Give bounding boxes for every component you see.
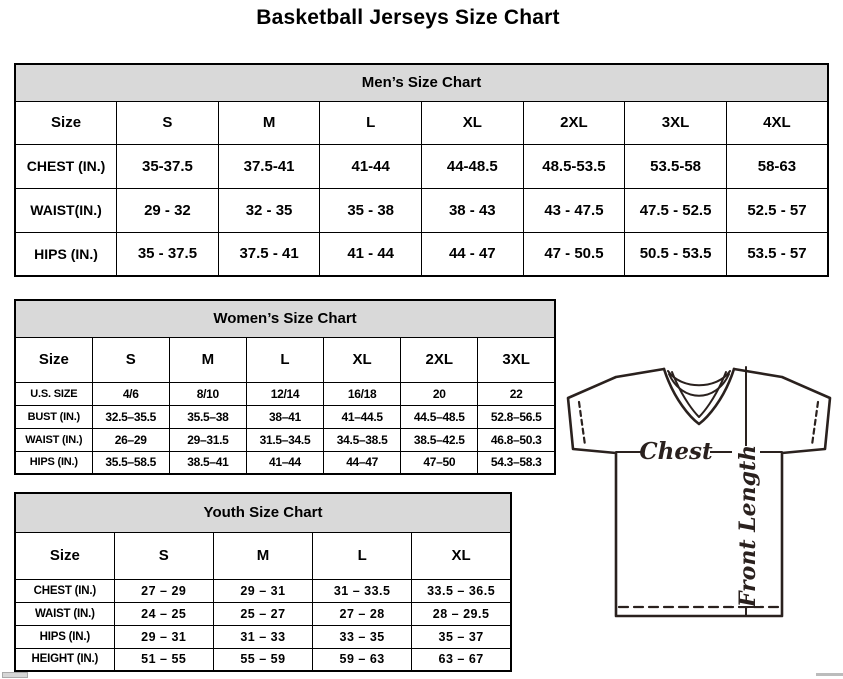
womens-value-cell: 47–50 bbox=[401, 451, 478, 474]
jersey-measurement-diagram bbox=[556, 360, 841, 626]
mens-value-cell: 53.5 - 57 bbox=[726, 232, 828, 276]
womens-value-cell: 12/14 bbox=[246, 382, 323, 405]
mens-value-cell: 43 - 47.5 bbox=[523, 188, 625, 232]
youth-size-header: Size bbox=[15, 532, 114, 579]
mens-value-cell: 44-48.5 bbox=[422, 144, 524, 188]
womens-size-table bbox=[14, 299, 556, 475]
womens-value-cell: 16/18 bbox=[324, 382, 401, 405]
womens-value-cell: 41–44.5 bbox=[324, 405, 401, 428]
mens-value-cell: 48.5-53.5 bbox=[523, 144, 625, 188]
womens-chart-title: Women’s Size Chart bbox=[15, 300, 555, 337]
womens-size-col: S bbox=[92, 337, 169, 382]
sleeve-hem-dashed-line bbox=[812, 402, 818, 445]
womens-value-cell: 54.3–58.3 bbox=[478, 451, 555, 474]
womens-value-cell: 38.5–42.5 bbox=[401, 428, 478, 451]
page-title: Basketball Jerseys Size Chart bbox=[256, 6, 560, 29]
youth-value-cell: 51 – 55 bbox=[114, 648, 213, 671]
mens-size-col: M bbox=[218, 101, 320, 144]
front-length-measure-label: Front Length bbox=[735, 444, 761, 608]
youth-value-cell: 27 – 28 bbox=[313, 602, 412, 625]
mens-value-cell: 35 - 37.5 bbox=[117, 232, 219, 276]
womens-value-cell: 29–31.5 bbox=[169, 428, 246, 451]
youth-size-table bbox=[14, 492, 512, 672]
mens-value-cell: 32 - 35 bbox=[218, 188, 320, 232]
mens-size-table bbox=[14, 63, 829, 277]
womens-row-label: HIPS (IN.) bbox=[15, 451, 92, 474]
womens-value-cell: 4/6 bbox=[92, 382, 169, 405]
chest-measure-label: Chest bbox=[639, 438, 713, 465]
youth-chart-title: Youth Size Chart bbox=[15, 493, 511, 532]
womens-value-cell: 44.5–48.5 bbox=[401, 405, 478, 428]
womens-size-header: Size bbox=[15, 337, 92, 382]
womens-size-col: M bbox=[169, 337, 246, 382]
mens-value-cell: 52.5 - 57 bbox=[726, 188, 828, 232]
youth-value-cell: 31 – 33.5 bbox=[313, 579, 412, 602]
womens-value-cell: 8/10 bbox=[169, 382, 246, 405]
womens-value-cell: 38–41 bbox=[246, 405, 323, 428]
womens-value-cell: 44–47 bbox=[324, 451, 401, 474]
youth-value-cell: 59 – 63 bbox=[313, 648, 412, 671]
jersey-collar-arc bbox=[672, 372, 726, 417]
youth-value-cell: 27 – 29 bbox=[114, 579, 213, 602]
youth-value-cell: 55 – 59 bbox=[213, 648, 312, 671]
horizontal-scrollbar-fragment-left[interactable] bbox=[2, 672, 28, 678]
mens-size-col: S bbox=[117, 101, 219, 144]
mens-row-label: HIPS (IN.) bbox=[15, 232, 117, 276]
horizontal-scrollbar-fragment-right[interactable] bbox=[816, 673, 843, 676]
sleeve-hem-dashed-line bbox=[579, 402, 585, 445]
mens-size-col: 4XL bbox=[726, 101, 828, 144]
womens-row-label: WAIST (IN.) bbox=[15, 428, 92, 451]
womens-value-cell: 35.5–58.5 bbox=[92, 451, 169, 474]
youth-value-cell: 29 – 31 bbox=[114, 625, 213, 648]
youth-size-col: XL bbox=[412, 532, 511, 579]
youth-value-cell: 63 – 67 bbox=[412, 648, 511, 671]
mens-row-label: CHEST (IN.) bbox=[15, 144, 117, 188]
mens-size-col: XL bbox=[422, 101, 524, 144]
youth-row-label: HIPS (IN.) bbox=[15, 625, 114, 648]
mens-value-cell: 35-37.5 bbox=[117, 144, 219, 188]
womens-value-cell: 46.8–50.3 bbox=[478, 428, 555, 451]
womens-value-cell: 32.5–35.5 bbox=[92, 405, 169, 428]
mens-value-cell: 50.5 - 53.5 bbox=[625, 232, 727, 276]
womens-size-col: XL bbox=[324, 337, 401, 382]
womens-row-label: BUST (IN.) bbox=[15, 405, 92, 428]
youth-value-cell: 31 – 33 bbox=[213, 625, 312, 648]
youth-value-cell: 33 – 35 bbox=[313, 625, 412, 648]
mens-size-header: Size bbox=[15, 101, 117, 144]
youth-size-col: S bbox=[114, 532, 213, 579]
mens-value-cell: 41 - 44 bbox=[320, 232, 422, 276]
mens-value-cell: 37.5-41 bbox=[218, 144, 320, 188]
womens-size-col: 3XL bbox=[478, 337, 555, 382]
youth-value-cell: 25 – 27 bbox=[213, 602, 312, 625]
mens-value-cell: 41-44 bbox=[320, 144, 422, 188]
jersey-body-outline bbox=[568, 369, 830, 616]
womens-value-cell: 41–44 bbox=[246, 451, 323, 474]
womens-value-cell: 35.5–38 bbox=[169, 405, 246, 428]
mens-value-cell: 44 - 47 bbox=[422, 232, 524, 276]
mens-value-cell: 35 - 38 bbox=[320, 188, 422, 232]
mens-value-cell: 47 - 50.5 bbox=[523, 232, 625, 276]
youth-row-label: CHEST (IN.) bbox=[15, 579, 114, 602]
womens-value-cell: 38.5–41 bbox=[169, 451, 246, 474]
mens-size-col: 3XL bbox=[625, 101, 727, 144]
womens-size-col: L bbox=[246, 337, 323, 382]
youth-size-col: L bbox=[313, 532, 412, 579]
youth-value-cell: 24 – 25 bbox=[114, 602, 213, 625]
youth-row-label: WAIST (IN.) bbox=[15, 602, 114, 625]
mens-value-cell: 37.5 - 41 bbox=[218, 232, 320, 276]
youth-row-label: HEIGHT (IN.) bbox=[15, 648, 114, 671]
youth-value-cell: 29 – 31 bbox=[213, 579, 312, 602]
womens-value-cell: 22 bbox=[478, 382, 555, 405]
womens-value-cell: 52.8–56.5 bbox=[478, 405, 555, 428]
mens-value-cell: 53.5-58 bbox=[625, 144, 727, 188]
mens-value-cell: 58-63 bbox=[726, 144, 828, 188]
mens-chart-title: Men’s Size Chart bbox=[15, 64, 828, 101]
mens-value-cell: 47.5 - 52.5 bbox=[625, 188, 727, 232]
mens-value-cell: 29 - 32 bbox=[117, 188, 219, 232]
womens-value-cell: 34.5–38.5 bbox=[324, 428, 401, 451]
youth-value-cell: 28 – 29.5 bbox=[412, 602, 511, 625]
mens-size-col: 2XL bbox=[523, 101, 625, 144]
youth-value-cell: 33.5 – 36.5 bbox=[412, 579, 511, 602]
mens-row-label: WAIST(IN.) bbox=[15, 188, 117, 232]
womens-row-label: U.S. SIZE bbox=[15, 382, 92, 405]
womens-value-cell: 20 bbox=[401, 382, 478, 405]
womens-value-cell: 31.5–34.5 bbox=[246, 428, 323, 451]
mens-value-cell: 38 - 43 bbox=[422, 188, 524, 232]
mens-size-col: L bbox=[320, 101, 422, 144]
womens-value-cell: 26–29 bbox=[92, 428, 169, 451]
jersey-outline-illustration bbox=[556, 360, 841, 626]
youth-value-cell: 35 – 37 bbox=[412, 625, 511, 648]
womens-size-col: 2XL bbox=[401, 337, 478, 382]
youth-size-col: M bbox=[213, 532, 312, 579]
